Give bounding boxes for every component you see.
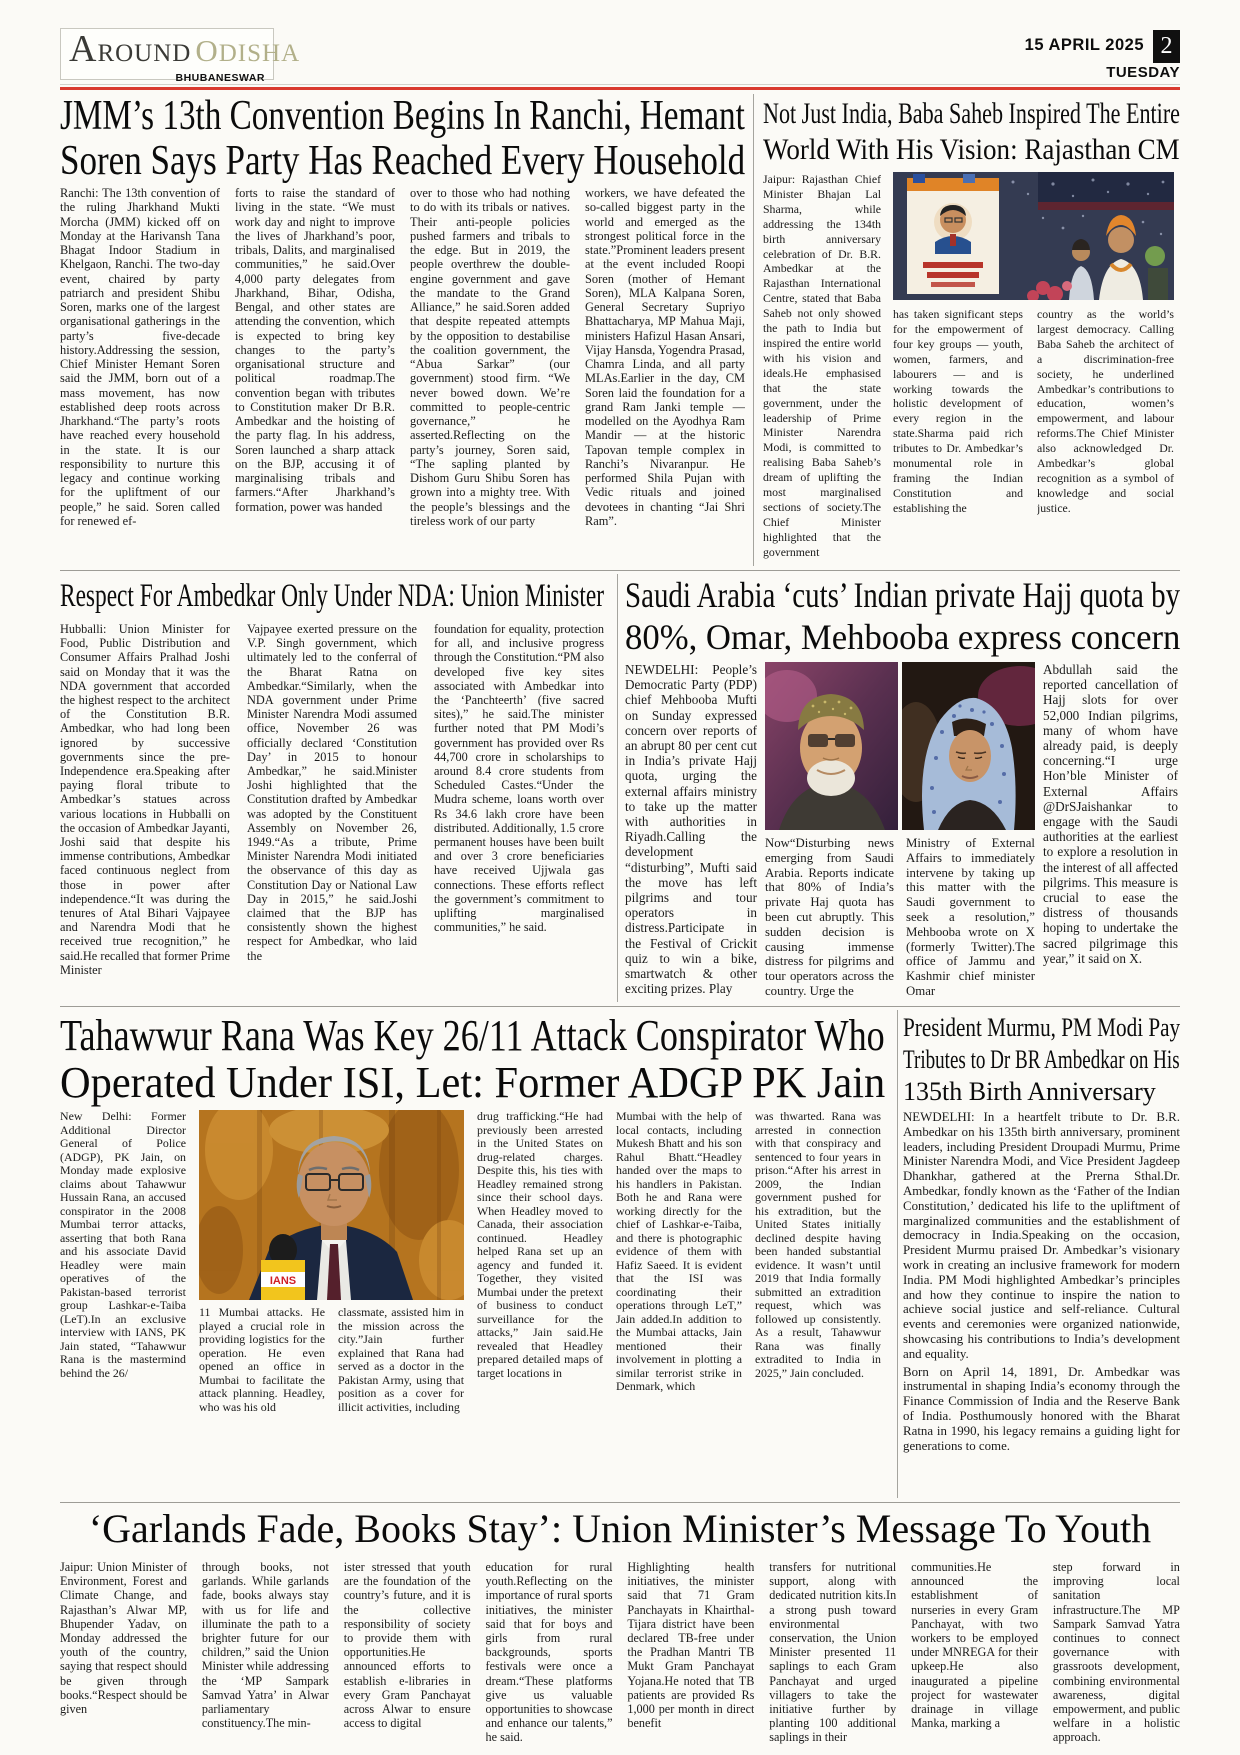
article-column: has taken significant steps for the empowerment of four key groups — youth, women, farmers, and labourers — and is working towards the holistic development of every region in the state.Sharma paid rich tributes to Dr. Ambedkar’s monumental role in framing the Indian Constitution and establishing the [893,307,1023,515]
newspaper-logo [60,28,301,84]
article-column: ister stressed that youth are the foundation of the country’s future, and it is the collective responsibility of society to provide them with opportunities.He announced efforts to establish e-libraries in every Gram Panchayat across Alwar to ensure access to digital [343,1560,471,1731]
article-column: classmate, assisted him in the mission across the city.”Jain further explained that Rana had served as a doctor in the Pakistan Army, using that position as a cover for illicit activities, including [338,1306,464,1414]
article-hajj-quota [625,574,1180,1002]
date-block [1025,30,1180,81]
article-jmm-headline [60,94,745,186]
article-column: through books, not garlands. While garlands fade, books always stay with us for life and illuminate the path to a brighter future for our children,” said the Union Minister while addressing the ‘MP Sampark Samvad Yatra’ in Alwar parliamentary constituency.The min- [201,1560,329,1731]
headline-line: Saudi Arabia ‘cuts’ Indian private Hajj quota by [625,575,1181,615]
headline-line: Not Just India, Baba Saheb Inspired The Entire [763,97,1180,130]
article-column: forts to raise the standard of living in the state. “We must work day and night to improve the lives of Jharkhand’s poor, tribals, Dalits, and marginalised communities,” he said.Over 4,000 party delegates from Jharkhand, Bihar, Odisha, Bengal, and other states are attending the convention, which is expected to bring key changes to the party’s organisational structure and political roadmap.The convention began with tributes to Constitution maker Dr B.R. Ambedkar and the hoisting of the party flag. In his address, Soren launched a sharp attack on the BJP, accusing it of marginalising tribals and farmers.“After Jharkhand’s formation, power was handed [235,186,395,514]
article-paragraph: Born on April 14, 1891, Dr. Ambedkar was instrumental in shaping India’s economy through the Finance Commission of India and the Reserve Bank of India. Posthumously honored with the Bharat Ratna in 1990, his legacy remains a guiding light for generations to come. [903,1364,1180,1453]
article-column: Vajpayee exerted pressure on the V.P. Singh government, which ultimately led to the conferral of the Bharat Ratna on Ambedkar.“Similarly, when the NDA government under Prime Minister Narendra Modi assumed office, November 26 was officially declared ‘Constitution Day’ in 2015 to honour Ambedkar,” he said.Minister Joshi highlighted that the Constitution drafted by Ambedkar was adopted by the Constituent Assembly on November 26, 1949.“As a tribute, Prime Minister Narendra Modi initiated the observance of this day as Constitution Day or National Law Day in 2015,” he said.Joshi claimed that the BJP has consistently shown the highest respect for Ambedkar, who laid the [247,622,417,963]
article-babasaheb-headline [763,96,1180,172]
headline-line: Respect For Ambedkar Only Under NDA: Union Minister [60,578,604,614]
article-column: New Delhi: Former Additional Director General of Police (ADGP), PK Jain, on Monday made explosive claims about Tahawwur Hussain Rana, an accused conspirator in the 2008 Mumbai terror attacks, asserting that both Rana and his associate David Headley were main operatives of the Pakistan-based terrorist group Lashkar-e-Taiba (LeT).In an exclusive interview with IANS, PK Jain stated, “Tahawwur Rana is the mastermind behind the 26/ [60,1110,186,1380]
logo-title [69,28,301,75]
headline-line: 80%, Omar, Mehbooba express concern [625,617,1181,657]
article-column: was thwarted. Rana was arrested in connection with that conspiracy and sentenced to four years in prison.“After his arrest in 2009, the Indian government pushed for his extradition, but the United States initially declined despite having been handed substantial evidence. It wasn’t until 2019 that India formally submitted an extradition request, which was followed up consistently. As a result, Tahawwur Rana was finally extradited to India in 2025,” Jain concluded. [755,1110,881,1380]
article-murmu-headline [903,1012,1180,1110]
article-babasaheb-vision [763,96,1180,564]
section-divider-1 [60,570,1180,571]
mic-agency-label: IANS [269,1275,297,1287]
article-column: transfers for nutritional support, along with dedicated nutrition kits.In a strong push toward environmental conservation, the Union Minister presented 11 saplings to each Gram Panchayat and urged villagers to take the initiative further by planting 100 additional saplings in their [769,1560,897,1745]
masthead-red-rule [60,87,1180,90]
section-divider-2 [60,1006,1180,1007]
column-rule-top [753,94,754,566]
article-garlands-books [60,1506,1180,1750]
article-babasaheb-body [763,172,1180,564]
article-column: country as the world’s largest democracy. Calling Baba Saheb the architect of a discrimination-free society, he underlined Ambedkar’s contributions to education, women’s empowerment, and labour reforms.The Chief Minister also acknowledged Dr. Ambedkar’s global recognition as a symbol of knowledge and social justice. [1037,307,1174,515]
article-column: Jaipur: Rajasthan Chief Minister Bhajan Lal Sharma, while addressing the 134th birth anniversary celebration of Dr. B.R. Ambedkar at the Rajasthan International Centre, stated that Baba Saheb not only showed the path to India but inspired the entire world with his vision and ideals.He emphasised that the state government, under the leadership of Prime Minister Narendra Modi, is committed to realising Baba Saheb’s dream of uplifting the most marginalised sections of society.The Chief Minister highlighted that the government [763,172,881,559]
headline-line: Tahawwur Rana Was Key 26/11 Attack Conspirator Who [60,1011,885,1060]
article-column: Ranchi: The 13th convention of the ruling Jharkhand Mukti Morcha (JMM) kicked off on Monday at the Harivansh Tana Bhagat Indoor Stadium in Khelgaon, Ranchi. The two-day event, chaired by party patriarch and president Shibu Soren, marks one of the largest organisational gatherings in the party’s five-decade history.Addressing the session, Chief Minister Hemant Soren said the JMM, born out of a mass movement, has now established deep roots across Jharkhand.“The party’s roots have reached every household in the state. It is our responsibility to nurture this legacy and continue working for the upliftment of our people,” he said. Soren called for renewed ef- [60,186,220,528]
photo-pk-jain [199,1110,464,1300]
article-respect-body [60,622,604,1002]
column-rule-mid [617,574,618,1002]
article-column: step forward in improving local sanitation infrastructure.The MP Sampark Samvad Yatra continues to connect governance with grassroots development, combining environmental awareness, digital empowerment, and public welfare in a holistic approach. [1052,1560,1180,1745]
logo-main-word: AROUND [69,28,192,70]
issue-day: TUESDAY [1106,64,1180,81]
article-rana-body [60,1110,885,1498]
article-murmu-tributes [903,1012,1180,1502]
logo-accent-word: ODISHA [195,33,301,68]
article-column: workers, we have defeated the so-called biggest party in the world and emerged as the strongest political force in the state.”Prominent leaders present at the event included Roopi Soren (mother of Hemant Soren), MLA Kalpana Soren, General Secretary Supriyo Bhattacharya, MP Mahua Maji, ministers Hafizul Hasan Ansari, Vijay Hansda, Yogendra Prasad, Chamra Linda, and all party MLAs.Earlier in the day, CM Soren laid the foundation for a grand Ram Janki temple — modelled on the Ayodhya Ram Mandir — at the historic Tapovan temple complex in Ranchi’s Nivaranpur. He performed Shila Pujan with Vedic rituals and joined devotees in chanting “Jai Shri Ram”. [585,186,745,528]
column-rule-low [897,1010,898,1498]
article-garlands-body [60,1560,1180,1750]
article-column: drug trafficking.“He had previously been arrested in the United States on drug-related charges. Despite this, his ties with Headley remained strong since their school days. When Headley moved to Canada, their association continued. Headley helped Rana set up an agency and funded it. Together, they visited Mumbai under the pretext of business to conduct surveillance for the attacks,” Jain said.He revealed that Headley prepared detailed maps of target locations in [477,1110,603,1380]
headline-line: World With His Vision: Rajasthan CM [763,133,1180,166]
issue-date: 15 APRIL 2025 [1024,36,1144,54]
page-number-badge: 2 [1153,30,1180,63]
article-garlands-headline [60,1506,1180,1560]
headline-line: Tributes to Dr BR Ambedkar on His [903,1045,1180,1074]
article-column: over to those who had nothing to do with its tribals or natives. Their anti-people policies pushed farmers and tribals to the edge. But in 2019, the people overthrew the double-engine government and gave the mandate to the Grand Alliance,” he said.Soren added that despite repeated attempts by the opposition to destabilise the coalition government, the “Abua Sarkar” (our government) stood firm. “We never bowed down. We’re committed to people-centric governance,” he asserted.Reflecting on the party’s journey, Soren said, “The sapling planted by Dishom Guru Shibu Soren has grown into a mighty tree. With the people’s blessings and the tireless work of our party [410,186,570,528]
headline-line: JMM’s 13th Convention Begins In Ranchi, Hemant [60,93,745,139]
article-column: NEWDELHI: People’s Democratic Party (PDP) chief Mehbooba Mufti on Sunday expressed concern over reports of an abrupt 80 per cent cut in India’s private Hajj quota, urging the external affairs ministry to take up the matter with authorities in Riyadh.Calling the development “disturbing”, Mufti said the move has left pilgrims and tour operators in distress.Participate in the Festival of Crickit quiz to win a bike, smartwatch & other exciting prizes. Play [625,662,757,997]
article-column: education for rural youth.Reflecting on the importance of rural sports initiatives, the minister said that for boys and girls from rural backgrounds, sports festivals were once a dream.“These platforms give us valuable opportunities to showcase and enhance our talents,” he said. [485,1560,613,1745]
article-column: foundation for equality, protection for all, and inclusive progress through the Constitution.“PM also developed five key sites associated with Ambedkar into the ‘Panchteerth’ (five sacred sites),” he said.The minister further noted that PM Modi’s government has provided over Rs 44,700 crore in scholarships to around 8.4 crore students from Scheduled Castes.“Under the Mudra scheme, loans worth over Rs 34.6 lakh crore have been distributed. Additionally, 1.5 crore permanent houses have been built and over 3 crore beneficiaries have received Ujjwala gas connections. These efforts reflect the government’s commitment to uplifting marginalised communities,” he said. [434,622,604,935]
photo-omar-abdullah [765,662,898,830]
article-paragraph: NEWDELHI: In a heartfelt tribute to Dr. B.R. Ambedkar on his 135th birth anniversary, prominent leaders, including President Droupadi Murmu, Prime Minister Narendra Modi, and Vice President Jagdeep Dhankhar, gathered at the Prerna Sthal.Dr. Ambedkar, fondly known as the ‘Father of the Indian Constitution,’ dedicated his life to the upliftment of marginalized communities and the establishment of democracy in India.Speaking on the occasion, President Murmu praised Dr. Ambedkar’s visionary work in creating an inclusive framework for modern India. PM Modi highlighted Ambedkar’s principles and how they continue to inspire the nation to achieve social justice and self-reliance. Cultural events and ceremonies were organized nationwide, showcasing his contributions to India’s development and equality. [903,1110,1180,1361]
photo-mehbooba-mufti [902,662,1035,830]
article-column: 11 Mumbai attacks. He played a crucial role in providing logistics for the operation. He even opened an office in Mumbai to facilitate the attack planning. Headley, who was his old [199,1306,325,1414]
article-column: Highlighting health initiatives, the minister said that 71 Gram Panchayats in Khairthal-Tijara district have been declared TB-free under the Pradhan Mantri TB Mukt Gram Panchayat Yojana.He noted that TB patients are provided Rs 1,000 per month in direct benefit [627,1560,755,1731]
masthead-hairline [60,84,1180,85]
article-respect-ambedkar [60,576,604,1002]
article-rana-headline [60,1012,885,1110]
article-column: communities.He announced the establishment of nurseries in every Gram Panchayat, with two workers to be employed under MNREGA for their upkeep.He also inaugurated a pipeline project for wastewater drainage in village Manka, marking a [911,1560,1039,1731]
headline-line: Operated Under ISI, Let: Former ADGP PK Jain [60,1058,886,1107]
article-column: Mumbai with the help of local contacts, including Mukesh Bhatt and his son Rahul Bhatt.“Headley handed over the maps to his handlers in Pakistan. Both he and Rana were working directly for the chief of Lashkar-e-Taiba, and there is photographic evidence of them with Hafiz Saeed. It is evident that the ISI was coordinating their operations through LeT,” Jain added.In addition to the Mumbai attacks, Jain mentioned their involvement in plotting a similar terrorist strike in Denmark, which [616,1110,742,1393]
article-murmu-body [903,1110,1180,1502]
photo-ambedkar-event [893,172,1174,300]
article-respect-headline [60,576,604,622]
headline-line: ‘Garlands Fade, Books Stay’: Union Minister’s Message To Youth [88,1506,1152,1551]
article-column: Abdullah said the reported cancellation of Hajj slots for over 52,000 Indian pilgrims, many of whom have already paid, is deeply concerning.“I urge Hon’ble Minister of External Affairs @DrSJaishankar to engage with the Saudi authorities at the earliest to explore a resolution in the interest of all affected pilgrims. This measure is crucial to ease the distress of thousands hoping to undertake the sacred pilgrimage this year,” it said on X. [1043,662,1178,966]
article-hajj-body [625,662,1180,1002]
article-column: Jaipur: Union Minister of Environment, Forest and Climate Change, and Rajasthan’s Alwar MP, Bhupender Yadav, on Monday addressed the youth of the country, saying that respect should be given through books.“Respect should be given [60,1560,187,1717]
article-hajj-headline [625,574,1180,662]
section-divider-3 [60,1502,1180,1503]
headline-line: Soren Says Party Has Reached Every Household [60,138,746,184]
article-column: Now“Disturbing news emerging from Saudi Arabia. Reports indicate that 80% of India’s private Haj quota has been cut abruptly. This sudden decision is causing immense distress for pilgrims and tour operators across the country. Urge the [765,836,894,998]
article-jmm-convention [60,94,745,566]
headline-line: 135th Birth Anniversary [903,1077,1156,1106]
article-tahawwur-rana [60,1012,885,1498]
article-jmm-body [60,186,745,566]
headline-line: President Murmu, PM Modi Pay [903,1013,1181,1042]
article-column: Ministry of External Affairs to immediately intervene by taking up this matter with the Saudi government to seek a resolution,” Mehbooba wrote on X (formerly Twitter).The office of Jammu and Kashmir chief minister Omar [906,836,1035,998]
article-column: Hubballi: Union Minister for Food, Public Distribution and Consumer Affairs Pralhad Joshi said on Monday that it was the NDA government that accorded the highest respect to the architect of the Constitution B.R. Ambedkar, who had long been ignored by successive governments since the pre-Independence era.Speaking after paying floral tribute to Ambedkar’s statues across various locations in Hubballi on the occasion of Ambedkar Jayanti, Joshi said that despite his immense contributions, Ambedkar faced continuous neglect from those in power after independence.“It was during the tenures of Atal Bihari Vajpayee and Narendra Modi that he received true recognition,” he said.He recalled that former Prime Minister [60,622,230,977]
logo-city: BHUBANESWAR [175,72,265,84]
masthead [60,26,1180,84]
